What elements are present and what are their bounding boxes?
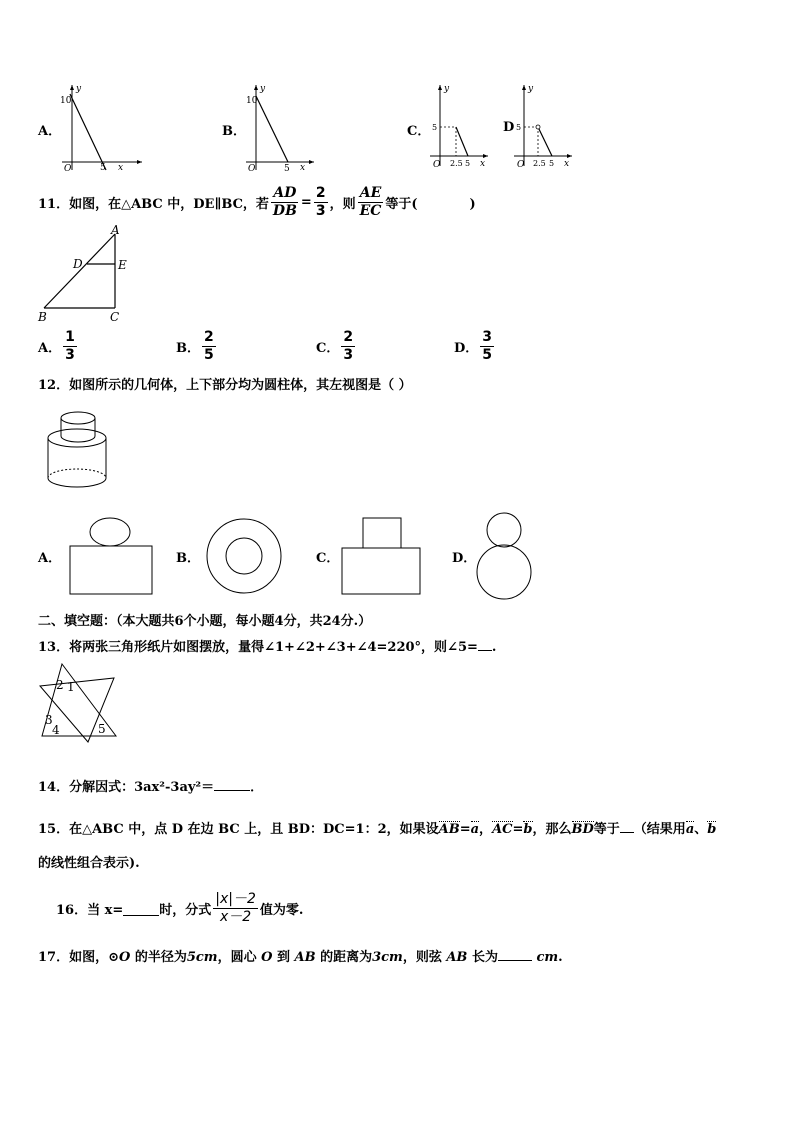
angle-3-label: 3 [45,713,53,727]
vector-ab: AB [438,822,460,837]
q11-suffix: 等于( ) [385,196,476,212]
q17-text: 到 [272,950,295,965]
q13-end: . [491,640,497,655]
q17-question [38,946,563,965]
q10-graph-b [240,82,330,172]
q11-triangle-figure [34,222,134,326]
q17-text: 17．如图，⊙ [38,950,119,965]
fraction-2-3 [314,185,328,220]
q13-text: 13．将两张三角形纸片如图摆放，量得∠1+∠2+∠3+∠4=220°，则∠5= [38,640,478,655]
origin-label: O [64,164,72,172]
q13-triangles-figure [34,660,126,744]
y-tick: 10 [246,96,258,106]
q14-text: 14．分解因式：3ax²-3ay²＝ [38,780,215,795]
q14-answer-blank[interactable] [214,790,250,791]
frac-num: 2 [204,328,214,345]
q15-answer-blank[interactable] [620,832,634,833]
q11-option-d[interactable] [454,326,496,366]
equals-sign: = [459,822,471,837]
center-o: O [261,950,273,965]
point-b: B [38,310,47,324]
vector-b: b [523,822,533,837]
q11-option-a[interactable] [38,326,79,366]
q12-option-c-figure[interactable] [338,516,424,598]
q17-text: 长为 [467,950,498,965]
x-tick-1: 2.5 [533,159,546,168]
angle-4-label: 4 [52,723,60,737]
q10-option-a-label: A． [38,124,62,139]
q15-paren: （结果用 [633,822,686,837]
comma: ， [479,822,493,837]
y-tick: 10 [60,96,72,106]
chord-ab: AB [446,950,468,965]
option-label: C． [316,340,340,356]
q11-prefix: 11．如图，在△ABC 中，DE∥BC，若 [38,196,269,212]
y-axis-label: y [444,84,450,94]
q15-mid: ，那么 [532,822,572,837]
x-tick-2: 5 [465,159,471,168]
option-fraction [341,329,355,364]
q10-option-c-label: C． [407,124,431,139]
x-axis-label: x [300,163,306,172]
q10-graph-d [508,82,578,172]
q17-answer-blank[interactable] [498,960,532,961]
q16-question [56,886,303,930]
q16-suffix: 值为零. [259,902,304,918]
q14-question [38,776,263,795]
q13-answer-blank[interactable] [478,650,492,651]
q15-prefix: 15．在△ABC 中，点 D 在边 BC 上，且 BD：DC=1：2，如果设 [38,822,439,837]
frac-den: 5 [204,346,214,363]
x-axis-label: x [564,159,570,169]
option-fraction [480,329,494,364]
frac-den: 3 [65,346,75,363]
q16-prefix: 16．当 x= [56,902,124,918]
x-tick-1: 2.5 [450,159,463,168]
q15-tail: 等于 [593,822,620,837]
x-axis-label: x [480,159,486,169]
frac-den: 3 [315,202,326,219]
q12-option-b-label: B． [176,551,200,566]
point-c: C [110,310,120,324]
frac-num: AD [273,184,297,201]
q16-mid: 时，分式 [159,902,212,918]
x-tick-2: 5 [549,159,555,168]
origin-label: O [517,160,525,170]
equals-sign: = [300,194,312,210]
angle-2-label: 2 [56,678,64,692]
point-a: A [111,223,120,237]
q16-answer-blank[interactable] [123,901,159,916]
vector-ac: AC [492,822,513,837]
frac-den: 5 [482,346,493,363]
origin-label: O [433,160,441,170]
distance-value: 3cm [372,950,403,965]
frac-num: 2 [343,328,354,345]
point-e: E [118,258,127,272]
option-label: A． [38,340,62,356]
option-label: D． [454,340,479,356]
x-tick: 5 [284,164,290,172]
origin-label: O [248,164,256,172]
q15-question [38,818,716,837]
frac-den: DB [272,202,297,219]
q12-option-a-figure[interactable] [66,514,156,598]
angle-5-label: 5 [98,722,106,736]
frac-den: x－2 [220,908,252,925]
option-label: B． [176,340,200,356]
separator: 、 [694,822,708,837]
q14-end: ． [250,780,264,795]
frac-num: |x|－2 [215,890,256,907]
q12-solid-figure [40,404,116,494]
radius-value: 5cm [186,950,218,965]
point-d: D [73,257,83,271]
q13-question [38,636,496,655]
circle-o: O [118,950,131,965]
q12-option-c-label: C． [316,551,340,566]
q16-fraction [213,891,258,926]
fraction-ad-db [271,185,299,220]
q12-option-a-label: A． [38,551,62,566]
frac-num: AE [359,184,382,201]
option-fraction [63,329,77,364]
vector-a: a [470,822,480,837]
frac-den: 3 [343,346,354,363]
q12-option-d-figure[interactable] [474,510,540,602]
q17-end: . [558,950,563,965]
q10-option-b-label: B． [222,124,246,139]
vector-a: a [685,822,695,837]
y-axis-label: y [76,84,82,94]
frac-num: 3 [482,328,493,345]
x-tick: 5 [100,163,106,172]
frac-den: EC [359,202,382,219]
vector-bd: BD [571,822,594,837]
angle-1-label: 1 [67,680,75,694]
q12-question: 12．如图所示的几何体，上下部分均为圆柱体，其左视图是（ ） [38,378,412,393]
q17-text: 的距离为 [315,950,373,965]
q10-option-d-label: D [503,120,515,135]
q11-question [38,182,476,222]
y-tick: 5 [432,123,438,132]
vector-b: b [707,822,717,837]
option-fraction [202,329,216,364]
q12-option-b-figure[interactable] [204,516,286,598]
q10-graph-a [56,82,146,172]
chord-ab: AB [294,950,316,965]
y-tick: 5 [516,123,522,132]
x-axis-label: x [118,163,124,172]
q11-mid: ，则 [329,196,356,212]
unit: cm [536,950,559,965]
q17-text: 的半径为 [130,950,187,965]
section-2-heading: 二、填空题：（本大题共6个小题，每小题4分，共24分.） [38,614,372,629]
q10-graph-c [424,82,494,172]
y-axis-label: y [528,84,534,94]
q12-option-d-label: D． [452,551,477,566]
frac-num: 2 [315,184,326,201]
fraction-ae-ec [358,185,384,220]
q15-line2: 的线性组合表示). [38,856,140,871]
frac-num: 1 [65,328,75,345]
y-axis-label: y [260,84,266,94]
q11-option-c[interactable] [316,326,357,366]
equals-sign: = [512,822,524,837]
q17-text: ，则弦 [402,950,447,965]
q17-text: ，圆心 [217,950,262,965]
q11-option-b[interactable] [176,326,218,366]
